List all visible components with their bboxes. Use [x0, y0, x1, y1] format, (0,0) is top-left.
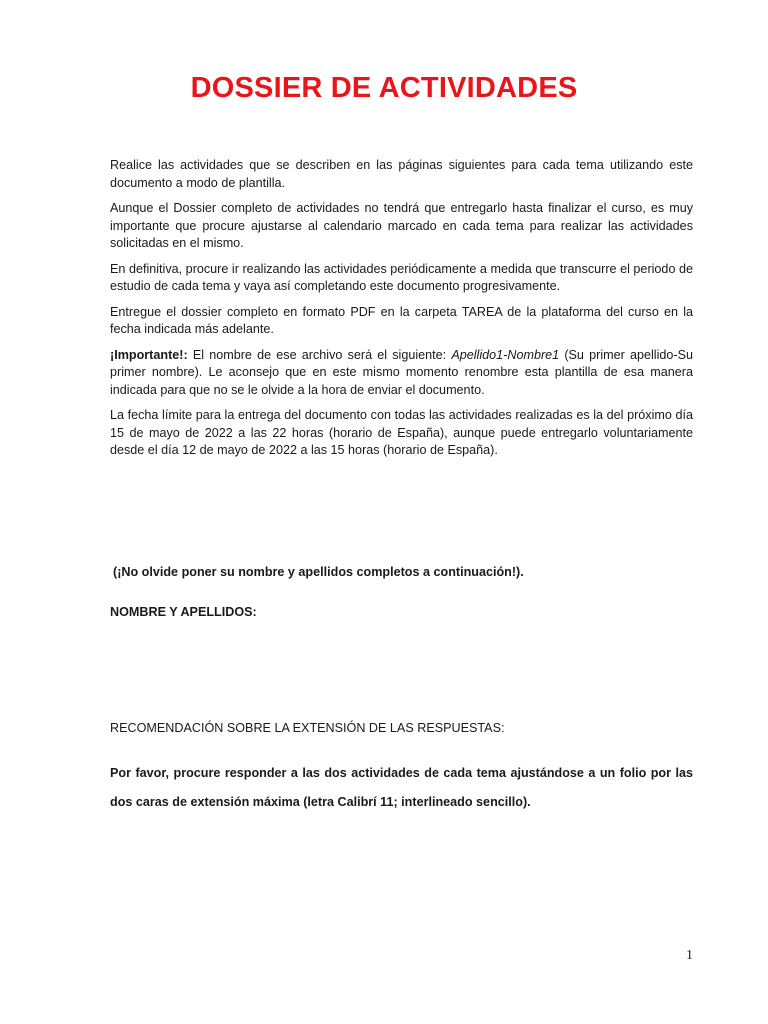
- paragraph-intro: Realice las actividades que se describen en las páginas siguientes para cada tema utilizando este documento a modo de plantilla.: [110, 158, 693, 190]
- recommendation-heading: RECOMENDACIÓN SOBRE LA EXTENSIÓN DE LAS RESPUESTAS:: [110, 721, 505, 735]
- filename-format: Apellido1-Nombre1: [451, 347, 560, 362]
- important-text-b: (Su primer apellido-Su primer nombre). Le aconsejo que en este mismo momento renombre esta plantilla de esa manera indicada para que no se le olvide a la hora de enviar el documento.: [110, 347, 694, 397]
- name-field-label: NOMBRE Y APELLIDOS:: [110, 605, 257, 619]
- paragraph-submission: Entregue el dossier completo en formato PDF en la carpeta TAREA de la plataforma del curso en la fecha indicada más adelante.: [110, 304, 693, 336]
- paragraph-deadline: La fecha límite para la entrega del documento con todas las actividades realizadas es la del próximo día 15 de mayo de 2022 a las 22 horas (horario de España), aunque puede entregarlo voluntariamente desde el día 12 de mayo de 2022 a las 15 horas (horario de España).: [110, 408, 693, 457]
- name-reminder: (¡No olvide poner su nombre y apellidos completos a continuación!).: [113, 565, 524, 579]
- recommendation-text: Por favor, procure responder a las dos actividades de cada tema ajustándose a un folio por las dos caras de extensión máxima (letra Calibrí 11; interlineado sencillo).: [110, 766, 693, 809]
- important-text-a: El nombre de ese archivo será el siguiente:: [187, 347, 452, 362]
- important-label: ¡Importante!:: [110, 347, 188, 362]
- paragraph-progress: En definitiva, procure ir realizando las actividades periódicamente a medida que transcurre el periodo de estudio de cada tema y vaya así completando este documento progresivamente.: [110, 261, 693, 293]
- paragraph-schedule: Aunque el Dossier completo de actividades no tendrá que entregarlo hasta finalizar el curso, es muy importante que procure ajustarse al calendario marcado en cada tema para realizar las actividades solicitadas en el mismo.: [110, 201, 693, 250]
- instructions-body: [110, 157, 693, 468]
- document-title: DOSSIER DE ACTIVIDADES: [190, 72, 578, 104]
- paragraph-important: [110, 347, 693, 400]
- page-number: 1: [686, 948, 693, 963]
